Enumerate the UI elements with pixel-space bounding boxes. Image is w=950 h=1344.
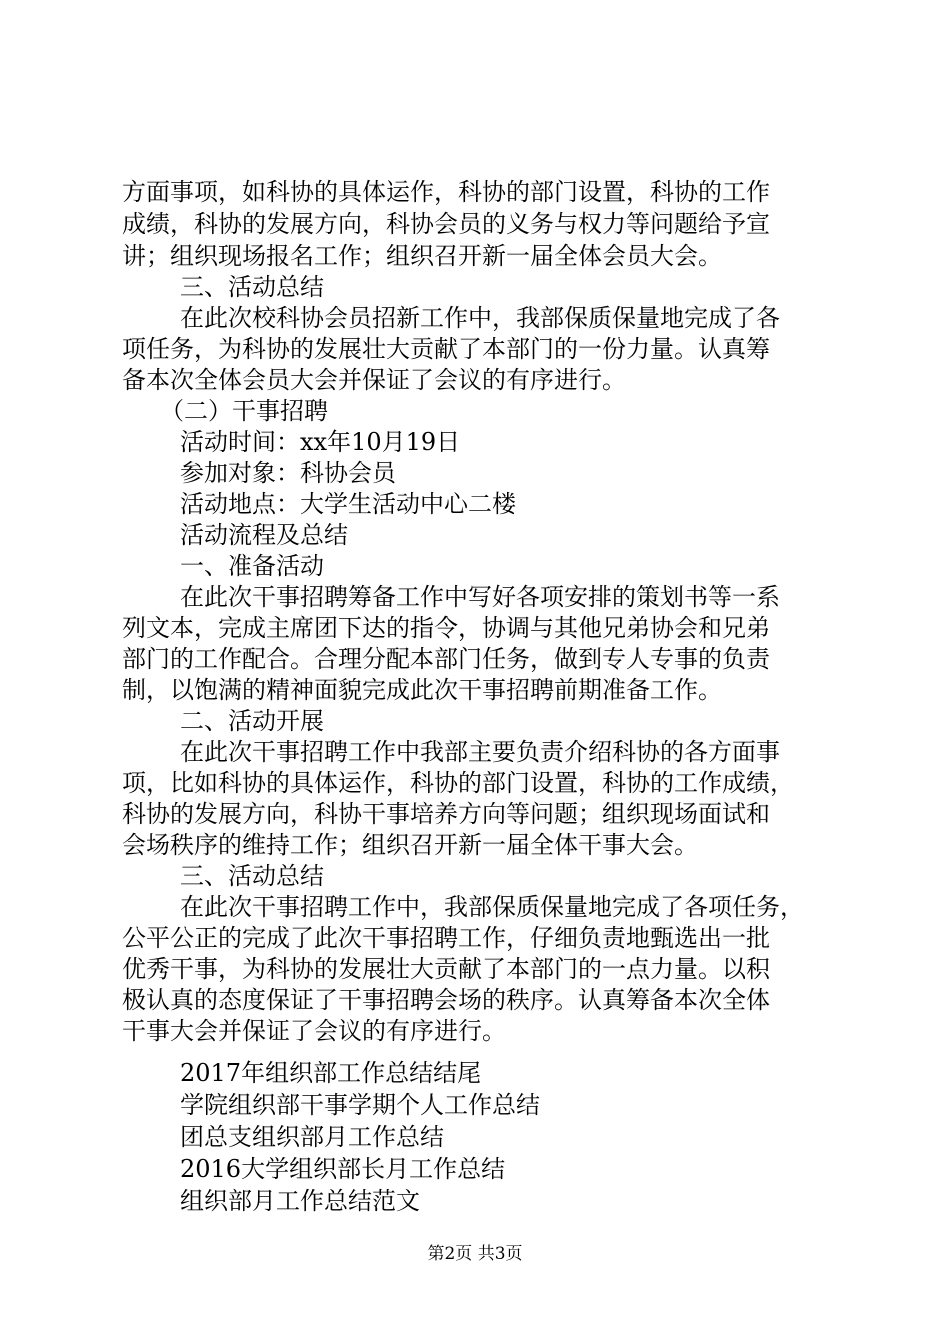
body-line: 干事大会并保证了会议的有序进行。 [122, 1017, 506, 1045]
related-link[interactable]: 2017年组织部工作总结结尾 [180, 1059, 482, 1087]
related-link[interactable]: 组织部月工作总结范文 [180, 1187, 420, 1215]
body-line: 在此次干事招聘工作中，我部保质保量地完成了各项任务， [180, 893, 804, 921]
body-line: 活动地点：大学生活动中心二楼 [180, 490, 516, 518]
body-line: 列文本，完成主席团下达的指令，协调与其他兄弟协会和兄弟 [122, 614, 770, 642]
section-heading: （二）干事招聘 [160, 397, 328, 425]
body-line: 项，比如科协的具体运作，科协的部门设置，科协的工作成绩， [122, 769, 794, 797]
body-line: 极认真的态度保证了干事招聘会场的秩序。认真筹备本次全体 [122, 986, 770, 1014]
section-heading: 一、准备活动 [180, 552, 324, 580]
page-footer: 第2页 共3页 [427, 1244, 523, 1264]
related-link[interactable]: 团总支组织部月工作总结 [180, 1123, 444, 1151]
body-line: 部门的工作配合。合理分配本部门任务，做到专人专事的负责 [122, 645, 770, 673]
body-line: 在此次校科协会员招新工作中，我部保质保量地完成了各 [180, 304, 780, 332]
section-heading: 三、活动总结 [180, 273, 324, 301]
body-line: 讲；组织现场报名工作；组织召开新一届全体会员大会。 [122, 242, 722, 270]
section-heading: 活动流程及总结 [180, 521, 348, 549]
body-line: 参加对象：科协会员 [180, 459, 396, 487]
body-line: 项任务，为科协的发展壮大贡献了本部门的一份力量。认真筹 [122, 335, 770, 363]
related-link[interactable]: 学院组织部干事学期个人工作总结 [180, 1091, 540, 1119]
body-line: 方面事项，如科协的具体运作，科协的部门设置，科协的工作 [122, 178, 770, 206]
body-line: 会场秩序的维持工作；组织召开新一届全体干事大会。 [122, 831, 698, 859]
body-line: 公平公正的完成了此次干事招聘工作，仔细负责地甄选出一批 [122, 924, 770, 952]
body-line: 科协的发展方向，科协干事培养方向等问题；组织现场面试和 [122, 800, 770, 828]
body-line: 在此次干事招聘筹备工作中写好各项安排的策划书等一系 [180, 583, 780, 611]
body-line: 在此次干事招聘工作中我部主要负责介绍科协的各方面事 [180, 738, 780, 766]
related-link[interactable]: 2016大学组织部长月工作总结 [180, 1155, 506, 1183]
section-heading: 三、活动总结 [180, 862, 324, 890]
body-line: 制，以饱满的精神面貌完成此次干事招聘前期准备工作。 [122, 676, 722, 704]
body-line: 优秀干事，为科协的发展壮大贡献了本部门的一点力量。以积 [122, 955, 770, 983]
section-heading: 二、活动开展 [180, 707, 324, 735]
body-line: 活动时间：xx年10月19日 [180, 428, 461, 456]
body-line: 备本次全体会员大会并保证了会议的有序进行。 [122, 366, 626, 394]
body-line: 成绩，科协的发展方向，科协会员的义务与权力等问题给予宣 [122, 210, 770, 238]
